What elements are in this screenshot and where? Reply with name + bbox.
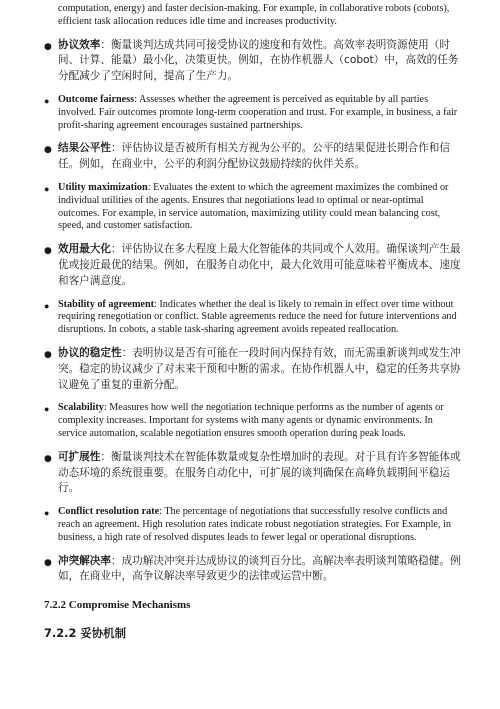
item-text: 衡量谈判达成共同可接受协议的速度和有效性。高效率表明资源使用（时间、计算、能量）最小化，决策更快。例如，在协作机器人（cobot）中，高效的任务分配减少了空闲时间，提高了生产力。 — [58, 38, 459, 83]
item-text: Measures how well the negotiation technique performs as the number of agents or complexity increases. Important for systems with many agents or dynamic environments. In service automation, scalable negotiation ensures smooth operation during peak loads. — [58, 402, 444, 439]
bullet-icon: ● — [44, 183, 50, 194]
bullet-icon: ● — [44, 404, 50, 415]
item-text: The percentage of negotiations that successfully resolve conflicts and reach an agreement. High resolution rates indicate robust negotiation strategies. For Example, in business, a high rate of resolved disputes leads to fewer legal or operational disruptions. — [58, 506, 451, 543]
item-term: 协议的稳定性 — [58, 346, 122, 359]
list-item — [44, 94, 462, 132]
item-separator: ： — [110, 554, 122, 567]
item-separator: : — [147, 181, 154, 193]
item-term: Stability of agreement — [58, 298, 155, 310]
item-term: 可扩展性 — [58, 450, 101, 463]
item-text: 评估协议在多大程度上最大化智能体的共同或个人效用。确保谈判产生最优或接近最优的结果。例如，在服务自动化中，最大化效用可能意味着平衡成本、速度和客户满意度。 — [58, 243, 461, 287]
lead-paragraph: computation, energy) and faster decision-making. For example, in collaborative robots (cobots), efficient task allocation reduces idle time and increases productivity. — [58, 3, 450, 27]
document-page — [0, 3, 500, 709]
item-text: 成功解决冲突并达成协议的谈判百分比。高解决率表明谈判策略稳健。例如，在商业中，高争议解决率导致更少的法律或运营中断。 — [58, 554, 461, 583]
item-separator: : — [159, 506, 165, 518]
list-item — [44, 402, 462, 440]
item-text: Assesses whether the agreement is perceived as equitable by all parties involved. Fair outcomes promote long-term cooperation and trust. For example, in business, a fair profit-sharing agreement encourages sustained partnerships. — [58, 93, 458, 131]
list-item — [44, 346, 462, 393]
item-text: Indicates whether the deal is likely to remain in effect over time without requiring renegotiation or conflict. Stable agreements reduce the need for future interventions and disruptions. In cobots, a stable task-sharing agreement avoids repeated reallocation. — [58, 298, 457, 336]
item-term: Outcome fairness — [58, 93, 135, 105]
item-separator: ： — [100, 38, 111, 51]
item-text: 衡量谈判技术在智能体数量或复杂性增加时的表现。对于具有许多智能体或动态环境的系统很重要。在服务自动化中，可扩展的谈判确保在高峰负载期间平稳运行。 — [58, 450, 461, 495]
item-term: 冲突解决率 — [58, 554, 111, 567]
bullet-icon: ● — [44, 95, 50, 106]
bullet-icon: ● — [44, 557, 52, 568]
bullet-icon: ● — [44, 145, 52, 156]
list-item — [44, 554, 462, 586]
item-separator: ： — [110, 142, 122, 155]
bullet-icon: ● — [44, 453, 52, 464]
item-text: 表明协议是否有可能在一段时间内保持有效，而无需重新谈判或发生冲突。稳定的协议减少了对未来干预和中断的需求。在协作机器人中，稳定的任务共享协议避免了重复的重新分配。 — [58, 346, 461, 391]
item-term: Scalability — [58, 402, 104, 414]
item-text: Evaluates the extent to which the agreement maximizes the combined or individual utilities of the agents. Ensures that negotiations lead to optimal or near-optimal outcomes. For example, in service automation, maximizing utility could mean balancing cost, speed, and customer satisfaction. — [58, 181, 449, 232]
item-separator: ： — [121, 346, 133, 359]
item-term: Conflict resolution rate — [58, 506, 160, 518]
item-separator: : — [103, 402, 110, 414]
item-separator: : — [134, 93, 139, 105]
list-item — [44, 299, 462, 337]
section-heading-chinese: 7.2.2 妥协机制 — [44, 626, 126, 641]
list-item — [44, 141, 462, 173]
item-term: Utility maximization — [58, 181, 148, 193]
bullet-icon: ● — [44, 41, 52, 52]
item-text: 评估协议是否被所有相关方视为公平的。公平的结果促进长期合作和信任。例如，在商业中，公平的利润分配协议鼓励持续的伙伴关系。 — [58, 142, 450, 171]
bullet-icon: ● — [44, 508, 50, 519]
bullet-icon: ● — [44, 349, 52, 360]
bullet-icon: ● — [44, 246, 52, 257]
section-heading-english: 7.2.2 Compromise Mechanisms — [44, 599, 191, 612]
item-separator: : — [154, 298, 160, 310]
item-term: 结果公平性 — [58, 142, 111, 155]
list-item — [44, 506, 462, 544]
item-term: 协议效率 — [58, 38, 101, 51]
list-item — [44, 38, 462, 85]
metrics-list — [44, 38, 462, 586]
item-separator: ： — [110, 243, 122, 256]
item-term: 效用最大化 — [58, 243, 111, 256]
list-item — [44, 242, 462, 289]
bullet-icon: ● — [44, 300, 50, 311]
list-item — [44, 450, 462, 497]
list-item — [44, 182, 462, 233]
item-separator: ： — [100, 450, 111, 463]
